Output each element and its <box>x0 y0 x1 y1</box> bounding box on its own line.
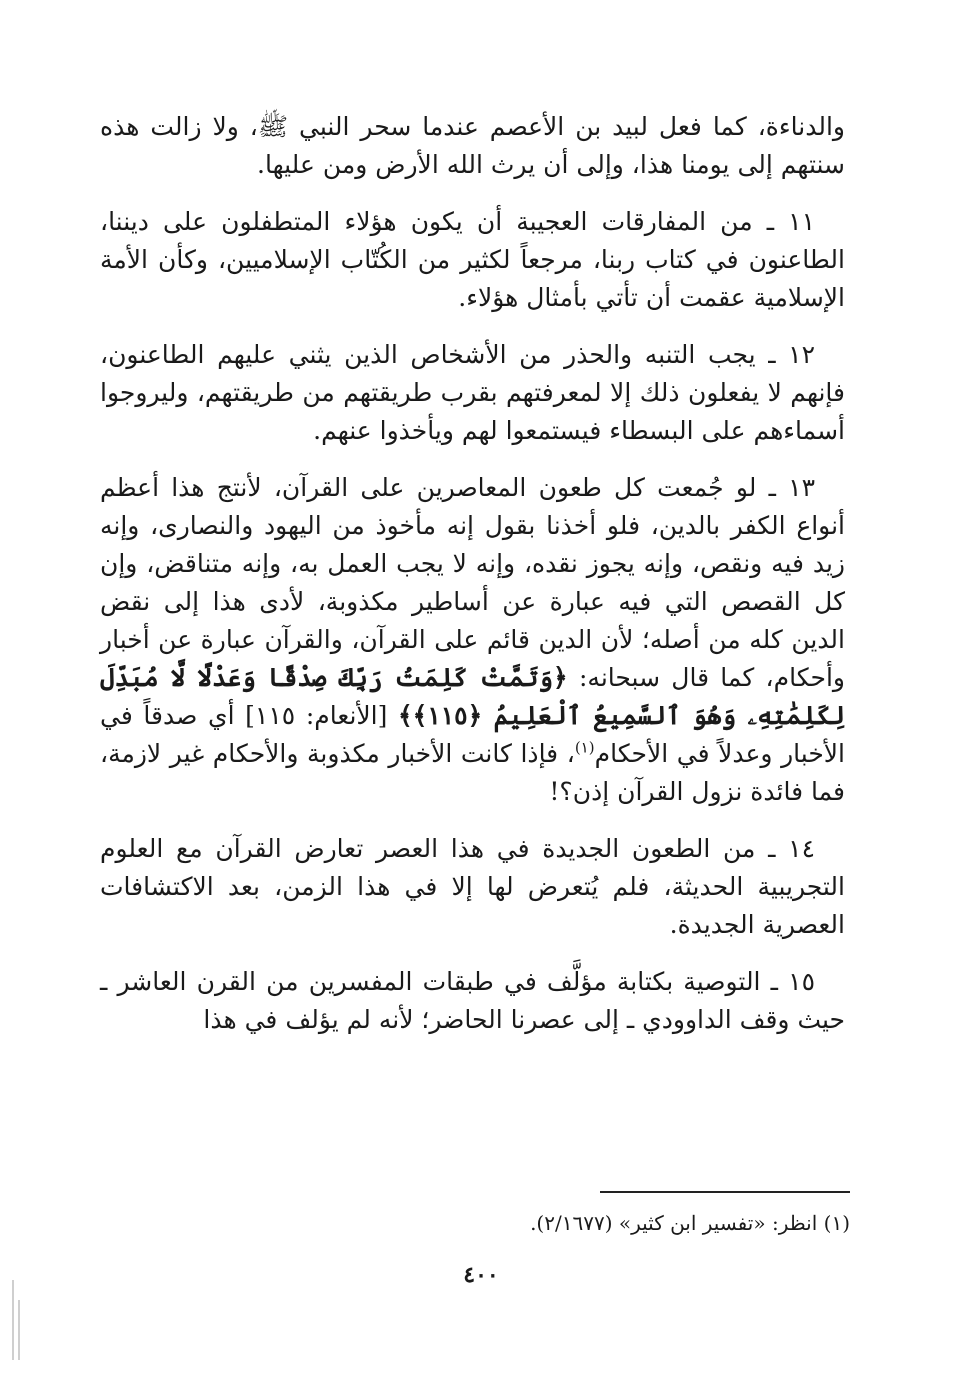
footnote: (١) انظر: «تفسير ابن كثير» (٢/١٦٧٧). <box>530 1211 850 1235</box>
page-body <box>100 108 845 1058</box>
footnote-reference[interactable]: (١) <box>574 738 595 757</box>
scan-artifact-line <box>18 1300 20 1360</box>
paragraph-13-tail: ، فإذا كانت الأخبار مكذوبة والأحكام غير لازمة، فما فائدة نزول القرآن إذن؟! <box>100 739 845 806</box>
paragraph-15: ١٥ ـ التوصية بكتابة مؤلَّف في طبقات المفسرين من القرن العاشر ـ حيث وقف الداوودي ـ إلى عصرنا الحاضر؛ لأنه لم يؤلف في هذا <box>100 967 845 1034</box>
paragraph-13 <box>100 469 845 811</box>
footnote-divider <box>600 1191 850 1193</box>
scan-artifact-line <box>12 1280 14 1360</box>
quran-verse: ﴿وَتَمَّتْ كَلِمَتُ رَبِّكَ صِدْقًا وَعَدْلًا لَّا مُبَدِّلَ لِكَلِمَٰتِهِۦ وَهُوَ ٱلسَّمِيعُ ٱلْعَلِيمُ ﴿١١٥﴾﴾ <box>100 663 845 730</box>
paragraph-13-after: [الأنعام: ١١٥] أي صدقاً في الأخبار وعدلاً في الأحكام <box>100 701 845 768</box>
paragraph-1: والدناءة، كما فعل لبيد بن الأعصم عندما سحر النبي ﷺ، ولا زالت هذه سنتهم إلى يومنا هذا، وإلى أن يرث الله الأرض ومن عليها. <box>100 112 845 179</box>
paragraph-14: ١٤ ـ من الطعون الجديدة في هذا العصر تعارض القرآن مع العلوم التجريبية الحديثة، فلم يُتعرض لها إلا في هذا الزمن، بعد الاكتشافات العصرية الجديدة. <box>100 834 845 939</box>
paragraph-12: ١٢ ـ يجب التنبه والحذر من الأشخاص الذين يثني عليهم الطاعنون، فإنهم لا يفعلون ذلك إلا لمعرفتهم بقرب طريقتهم من طريقتهم، وليروجوا أسماءهم على البسطاء فيستمعوا لهم ويأخذوا عنهم. <box>100 340 845 445</box>
paragraph-11: ١١ ـ من المفارقات العجيبة أن يكون هؤلاء المتطفلون على ديننا، الطاعنون في كتاب ربنا، مرجعاً لكثير من الكُتّاب الإسلاميين، وكأن الأمة الإسلامية عقمت أن تأتي بأمثال هؤلاء. <box>100 207 845 312</box>
page-number: ٤٠٠ <box>463 1262 499 1288</box>
paragraph-13-before: ١٣ ـ لو جُمعت كل طعون المعاصرين على القرآن، لأنتج هذا أعظم أنواع الكفر بالدين، فلو أخذنا بقول إنه مأخوذ من اليهود والنصارى، وإنه زيد فيه ونقص، وإنه يجوز نقده، وإنه لا يجب العمل به، وإنه متناقض، وإن كل القصص التي فيه عبارة عن أساطير مكذوبة، لأدى هذا إلى نقض الدين كله من أصله؛ لأن الدين قائم على القرآن، والقرآن عبارة عن أخبار وأحكام، كما قال سبحانه: <box>100 473 846 692</box>
